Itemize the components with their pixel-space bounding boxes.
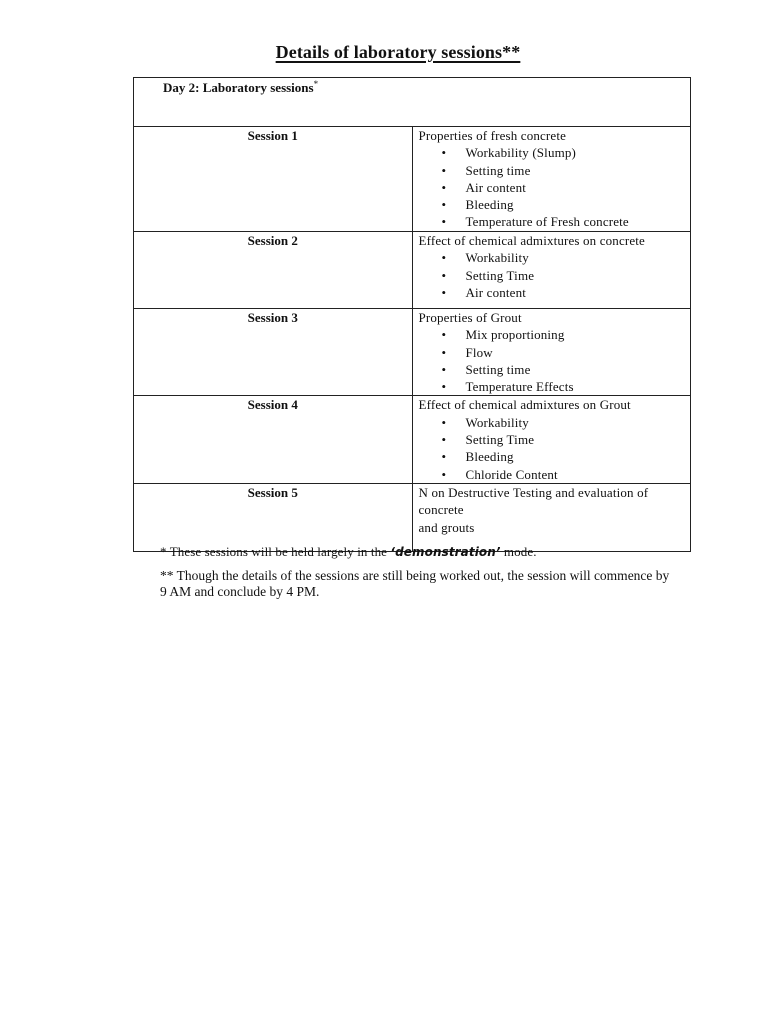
table-row	[134, 127, 691, 232]
footnote-timing	[160, 568, 700, 600]
footnote2-line1: ** Though the details of the sessions are still being worked out, the session will commence by	[160, 568, 670, 583]
list-item: • Setting time	[419, 361, 691, 378]
session-label: Session 3	[247, 310, 298, 325]
list-item: • Workability (Slump)	[419, 144, 691, 161]
table-row	[134, 232, 691, 309]
session-label-cell	[134, 127, 413, 232]
session-content-cell	[412, 127, 691, 232]
footnote1-before: * These sessions will be held largely in the	[160, 544, 391, 559]
session-topic: Properties of Grout	[418, 310, 522, 325]
day-header-row	[134, 78, 691, 127]
footnote-demonstration	[160, 544, 537, 560]
table-row	[134, 309, 691, 396]
session-item-list	[419, 326, 691, 395]
footnote2-line2: 9 AM and conclude by 4 PM.	[160, 584, 320, 599]
session-label: Session 2	[247, 233, 298, 248]
session-label: Session 4	[247, 397, 298, 413]
session-label-cell	[134, 309, 413, 396]
session-topic: Properties of fresh concrete	[418, 128, 566, 143]
session-content-cell	[412, 232, 691, 309]
list-item: • Temperature of Fresh concrete	[419, 213, 691, 230]
footnote1-after: mode.	[500, 544, 537, 559]
list-item: • Air content	[419, 284, 691, 301]
list-item: • Setting time	[419, 162, 691, 179]
footnote1-emphasis: ‘demonstration’	[390, 545, 501, 559]
day-heading: Day 2: Laboratory sessions	[163, 80, 314, 95]
list-item: • Air content	[419, 179, 691, 196]
list-item: • Flow	[419, 344, 691, 361]
session-item-list	[419, 249, 691, 301]
table-row	[134, 396, 691, 483]
sessions-table	[133, 77, 691, 552]
table-row	[134, 483, 691, 551]
page-title-text: Details of laboratory sessions**	[275, 42, 521, 62]
session-topic: Effect of chemical admixtures on concrete	[418, 233, 645, 248]
list-item: • Setting Time	[419, 431, 691, 448]
list-item: • Setting Time	[419, 267, 691, 284]
list-item: • Bleeding	[419, 196, 691, 213]
session-label: Session 1	[247, 128, 298, 143]
session-content-cell	[412, 309, 691, 396]
session-item-list	[419, 144, 691, 230]
list-item: • Mix proportioning	[419, 326, 691, 343]
session-topic: Effect of chemical admixtures on Grout	[418, 397, 631, 413]
session-content-cell	[412, 483, 691, 551]
session-label-cell	[134, 232, 413, 309]
list-item: • Bleeding	[419, 448, 691, 465]
page-title	[0, 42, 768, 63]
session-label: Session 5	[247, 484, 298, 500]
session-topic-line1: N on Destructive Testing and evaluation of concrete	[418, 484, 649, 518]
day-heading-cell	[134, 78, 691, 127]
list-item: • Workability	[419, 414, 691, 431]
session-item-list	[419, 414, 691, 483]
session-label-cell	[134, 483, 413, 551]
list-item: • Chloride Content	[419, 466, 691, 483]
session-topic-line2: and grouts	[418, 519, 475, 535]
day-heading-mark: *	[313, 79, 319, 89]
list-item: • Workability	[419, 249, 691, 266]
session-content-cell	[412, 396, 691, 483]
session-label-cell	[134, 396, 413, 483]
list-item: • Temperature Effects	[419, 378, 691, 395]
